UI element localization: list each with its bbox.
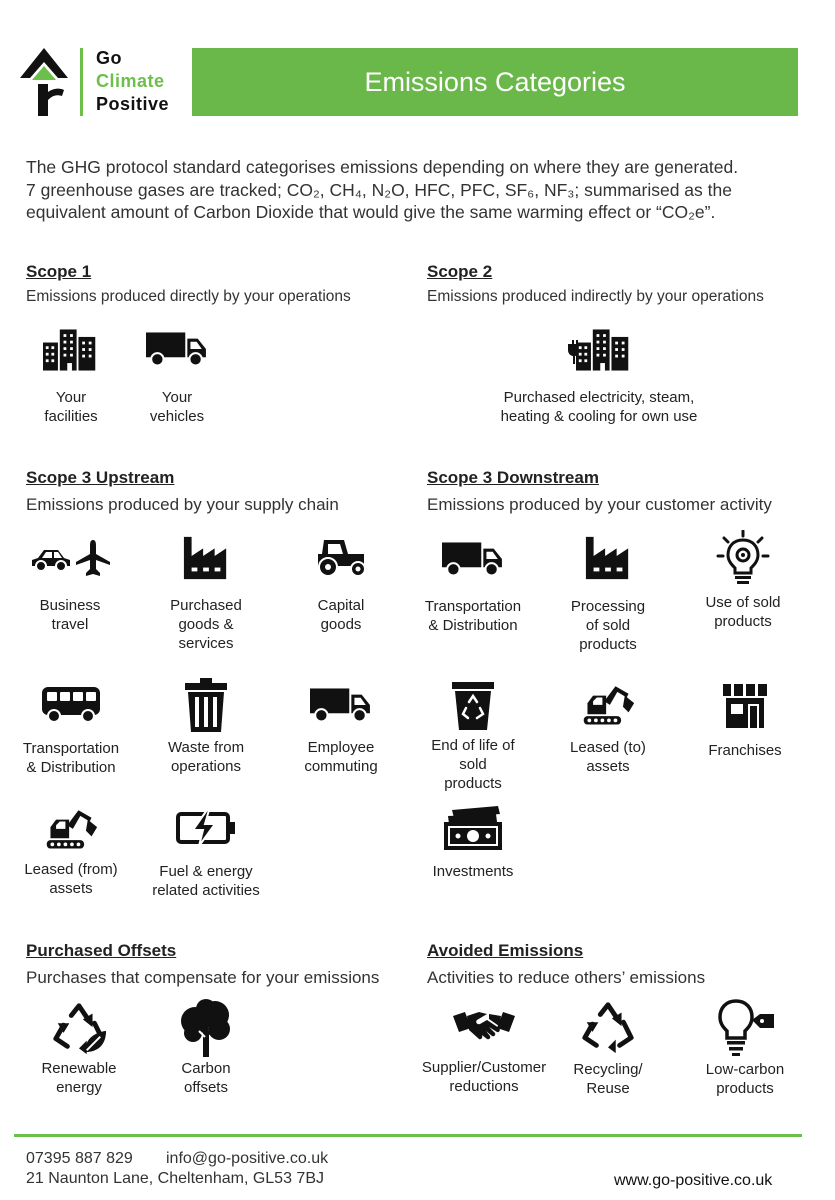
footer-website: www.go-positive.co.uk xyxy=(614,1172,773,1189)
recycle-leaf-icon xyxy=(50,1001,108,1057)
handshake-icon xyxy=(453,1008,515,1044)
item-label: Carbon offsets xyxy=(181,1060,231,1096)
factory-icon xyxy=(584,534,632,580)
scope3-up-item-employee-commuting xyxy=(276,686,406,776)
item-label: Recycling/ Reuse xyxy=(573,1061,643,1097)
item-label: Low-carbon products xyxy=(705,1061,785,1097)
scope3-down-item-leased-to xyxy=(543,682,673,776)
lightbulb-tag-icon xyxy=(714,998,776,1056)
tractor-icon xyxy=(314,536,368,578)
scope3-downstream-subtitle: Emissions produced by your customer activity xyxy=(427,495,772,514)
truck-icon xyxy=(310,686,372,724)
footer-email: info@go-positive.co.uk xyxy=(166,1150,329,1167)
scope3-down-item-end-of-life xyxy=(408,680,538,793)
logo-mountain-icon xyxy=(18,44,70,120)
item-label: Capital goods xyxy=(317,597,365,633)
intro-line: 7 greenhouse gases are tracked; CO₂, CH₄, N₂O, HFC, PFC, SF₆, NF₃; summarised as the xyxy=(26,179,732,200)
car-plane-icon xyxy=(30,538,110,578)
footer-phone: 07395 887 829 xyxy=(26,1150,133,1167)
battery-charging-icon xyxy=(175,808,237,848)
intro-paragraph xyxy=(26,156,816,224)
avoided-item-recycling xyxy=(543,1000,673,1098)
lightbulb-gear-icon xyxy=(716,530,770,586)
trash-bin-icon xyxy=(183,678,229,732)
item-label: Supplier/Customer reductions xyxy=(421,1059,547,1095)
scope2-title: Scope 2 xyxy=(427,262,493,281)
scope1-item-vehicles xyxy=(112,330,242,426)
avoided-item-low-carbon xyxy=(680,998,810,1098)
scope2-subtitle: Emissions produced indirectly by your operations xyxy=(427,288,764,305)
item-label: Fuel & energy related activities xyxy=(152,863,260,899)
scope3-upstream-title: Scope 3 Upstream xyxy=(26,468,175,487)
item-label: End of life of sold products xyxy=(431,737,515,792)
offsets-title: Purchased Offsets xyxy=(26,941,177,960)
scope1-title: Scope 1 xyxy=(26,262,92,281)
item-label: Business travel xyxy=(39,597,101,633)
recycle-bin-icon xyxy=(450,680,496,730)
tree-icon xyxy=(177,999,235,1057)
item-label: Waste from operations xyxy=(167,739,245,775)
offsets-item-carbon xyxy=(141,999,271,1097)
item-label: Processing of sold products xyxy=(570,598,646,653)
excavator-icon xyxy=(580,682,636,726)
scope3-down-item-franchises xyxy=(680,682,810,760)
scope3-down-item-transportation xyxy=(408,540,538,635)
logo-text-climate: Climate xyxy=(96,71,165,91)
item-label: Use of sold products xyxy=(705,594,781,630)
logo xyxy=(18,44,178,120)
scope3-down-item-use-of-sold xyxy=(678,530,808,631)
intro-line: The GHG protocol standard categorises emissions depending on where they are generated. xyxy=(26,157,739,177)
page-title-banner: Emissions Categories xyxy=(192,48,798,116)
item-label: Franchises xyxy=(708,742,782,759)
truck-icon xyxy=(146,330,208,368)
scope2-item-electricity xyxy=(479,328,719,426)
item-label: Renewable energy xyxy=(41,1060,117,1096)
truck-icon xyxy=(442,540,504,578)
scope3-up-item-capital-goods xyxy=(276,536,406,634)
item-label: Transportation & Distribution xyxy=(22,740,120,776)
logo-text-go: Go xyxy=(96,48,122,68)
item-label: Transportation & Distribution xyxy=(424,598,522,634)
logo-text-positive: Positive xyxy=(96,94,170,114)
avoided-subtitle: Activities to reduce others’ emissions xyxy=(427,968,706,987)
avoided-item-supplier xyxy=(414,1008,554,1096)
offsets-subtitle: Purchases that compensate for your emissions xyxy=(26,968,380,987)
item-label: Your facilities xyxy=(44,389,98,425)
scope3-up-item-transportation xyxy=(6,685,136,777)
scope3-up-item-fuel-energy xyxy=(141,808,271,900)
item-label: Leased (from) assets xyxy=(24,861,118,897)
scope3-up-item-business-travel xyxy=(5,538,135,634)
scope3-downstream-title: Scope 3 Downstream xyxy=(427,468,599,487)
scope3-up-item-waste xyxy=(141,678,271,776)
footer-divider xyxy=(14,1134,802,1137)
scope3-down-item-investments xyxy=(408,806,538,881)
avoided-title: Avoided Emissions xyxy=(427,941,584,960)
scope3-up-item-leased-from xyxy=(6,806,136,898)
offsets-item-renewable xyxy=(14,1001,144,1097)
item-label: Your vehicles xyxy=(149,389,205,425)
scope3-upstream-subtitle: Emissions produced by your supply chain xyxy=(26,495,339,514)
excavator-icon xyxy=(43,806,99,850)
item-label: Employee commuting xyxy=(304,739,378,775)
item-label: Purchased goods & services xyxy=(170,597,242,652)
item-label: Purchased electricity, steam, heating & cooling for own use xyxy=(500,389,698,425)
scope3-down-item-processing xyxy=(543,534,673,654)
footer-address: 21 Naunton Lane, Cheltenham, GL53 7BJ xyxy=(26,1170,324,1187)
intro-line: equivalent amount of Carbon Dioxide that would give the same warming effect or “CO₂e”. xyxy=(26,202,716,222)
buildings-icon xyxy=(43,328,99,372)
item-label: Leased (to) assets xyxy=(570,739,646,775)
recycle-icon xyxy=(579,1000,637,1056)
scope3-up-item-purchased-goods xyxy=(141,534,271,653)
banknotes-icon xyxy=(442,806,504,852)
scope1-subtitle: Emissions produced directly by your operations xyxy=(26,288,351,305)
plug-buildings-icon xyxy=(566,328,632,372)
bus-icon xyxy=(40,685,102,723)
storefront-icon xyxy=(721,682,769,728)
item-label: Investments xyxy=(432,863,514,880)
factory-icon xyxy=(182,534,230,580)
